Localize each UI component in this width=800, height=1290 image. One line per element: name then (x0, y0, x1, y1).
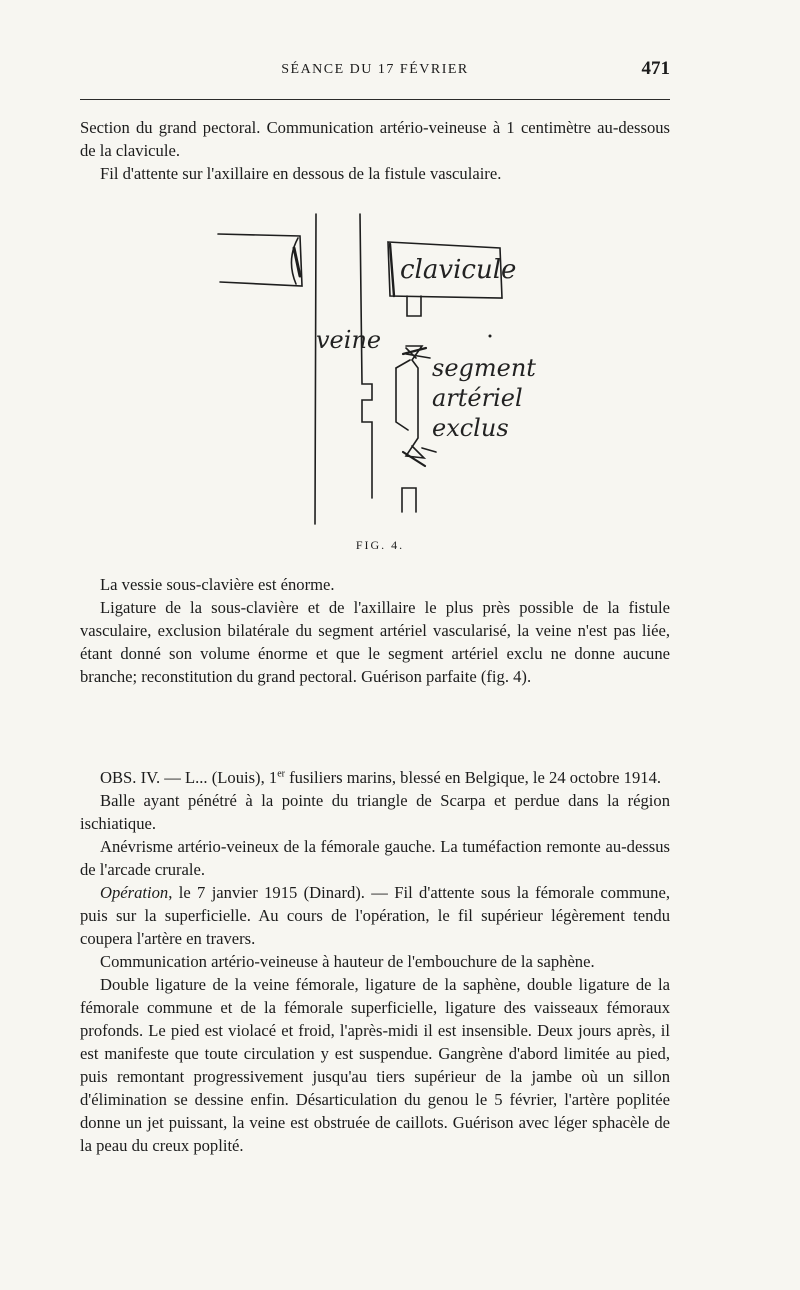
paragraph-anevrisme: Anévrisme artério-veineux de la fémorale gauche. La tuméfaction remonte au-dessus de l'arcade crurale. (80, 837, 670, 879)
page-number: 471 (641, 58, 670, 79)
paragraph-section: Section du grand pectoral. Communication artério-veineuse à 1 centimètre au-dessous de la clavicule. (80, 118, 670, 160)
label-arteriel: artériel (432, 384, 523, 412)
bone-stub-left (218, 234, 302, 286)
paragraph-balle: Balle ayant pénétré à la pointe du triangle de Scarpa et perdue dans la région ischiatique. (80, 791, 670, 833)
operation-label: Opération (100, 883, 169, 902)
arterial-segment (406, 346, 424, 458)
label-clavicule: clavicule (400, 255, 517, 285)
paragraph-operation (80, 881, 670, 950)
observation-sup: er (277, 768, 285, 780)
figure-caption: FIG. 4. (355, 538, 405, 552)
label-segment: segment (432, 354, 536, 382)
vein-right-wall (360, 214, 372, 498)
paragraph-double-ligature: Double ligature de la veine fémorale, ligature de la saphène, double ligature de la fémorale commune et de la fémorale superficielle, ligature des vaisseaux fémoraux profonds. Le pied est violacé et froid, l'après-midi il est insensible. Deux jours après, il est manifeste que toute circulation y est suspendue. Gangrène d'abord limitée au pied, puis remontant progressivement jusqu'au tiers supérieur de la jambe où un sillon d'élimination se dessine enfin. Désarticulation du genou le 5 février, l'artère poplitée donne un jet puissant, la veine est obstruée de caillots. Guérison avec léger sphacèle de la peau du creux poplité. (80, 975, 670, 1155)
label-veine: veine (316, 326, 382, 354)
paragraph-ligature: Ligature de la sous-clavière et de l'axillaire le plus près possible de la fistule vasculaire, exclusion bilatérale du segment artériel vascularisé, la veine n'est pas liée, étant donné son volume énorme et que le segment artériel exclu ne donne aucune branche; reconstitution du grand pectoral. Guérison parfaite (fig. 4). (80, 598, 670, 686)
artery-lower-stub (402, 488, 416, 512)
operation-text: , le 7 janvier 1915 (Dinard). — Fil d'attente sous la fémorale commune, puis sur la superficielle. Au cours de l'opération, le fil supérieur légèrement tendu coupera l'artère en travers. (80, 883, 670, 948)
header-rule (80, 99, 670, 100)
running-head: SÉANCE DU 17 FÉVRIER (281, 62, 469, 77)
figure-4 (200, 208, 560, 538)
observation-text (80, 766, 670, 1157)
top-text (80, 116, 670, 185)
vascular-sketch (200, 208, 560, 538)
observation-lead: OBS. IV. (100, 768, 161, 787)
paragraph-vessie: La vessie sous-clavière est énorme. (100, 575, 335, 594)
page-header (80, 56, 670, 86)
observation-after-sup: fusiliers marins, blessé en Belgique, le 24 octobre 1914. (284, 768, 662, 787)
vein-left-wall (315, 214, 316, 524)
observation-heading (80, 766, 670, 789)
artery-upper-stub (407, 296, 421, 316)
middle-text (80, 573, 670, 688)
paragraph-fil-attente: Fil d'attente sur l'axillaire en dessous de la fistule vasculaire. (100, 164, 502, 183)
label-exclus: exclus (432, 414, 509, 442)
paragraph-communication: Communication artério-veineuse à hauteur de l'embouchure de la saphène. (100, 952, 595, 971)
observation-before-sup: — L... (Louis), 1 (160, 768, 278, 787)
